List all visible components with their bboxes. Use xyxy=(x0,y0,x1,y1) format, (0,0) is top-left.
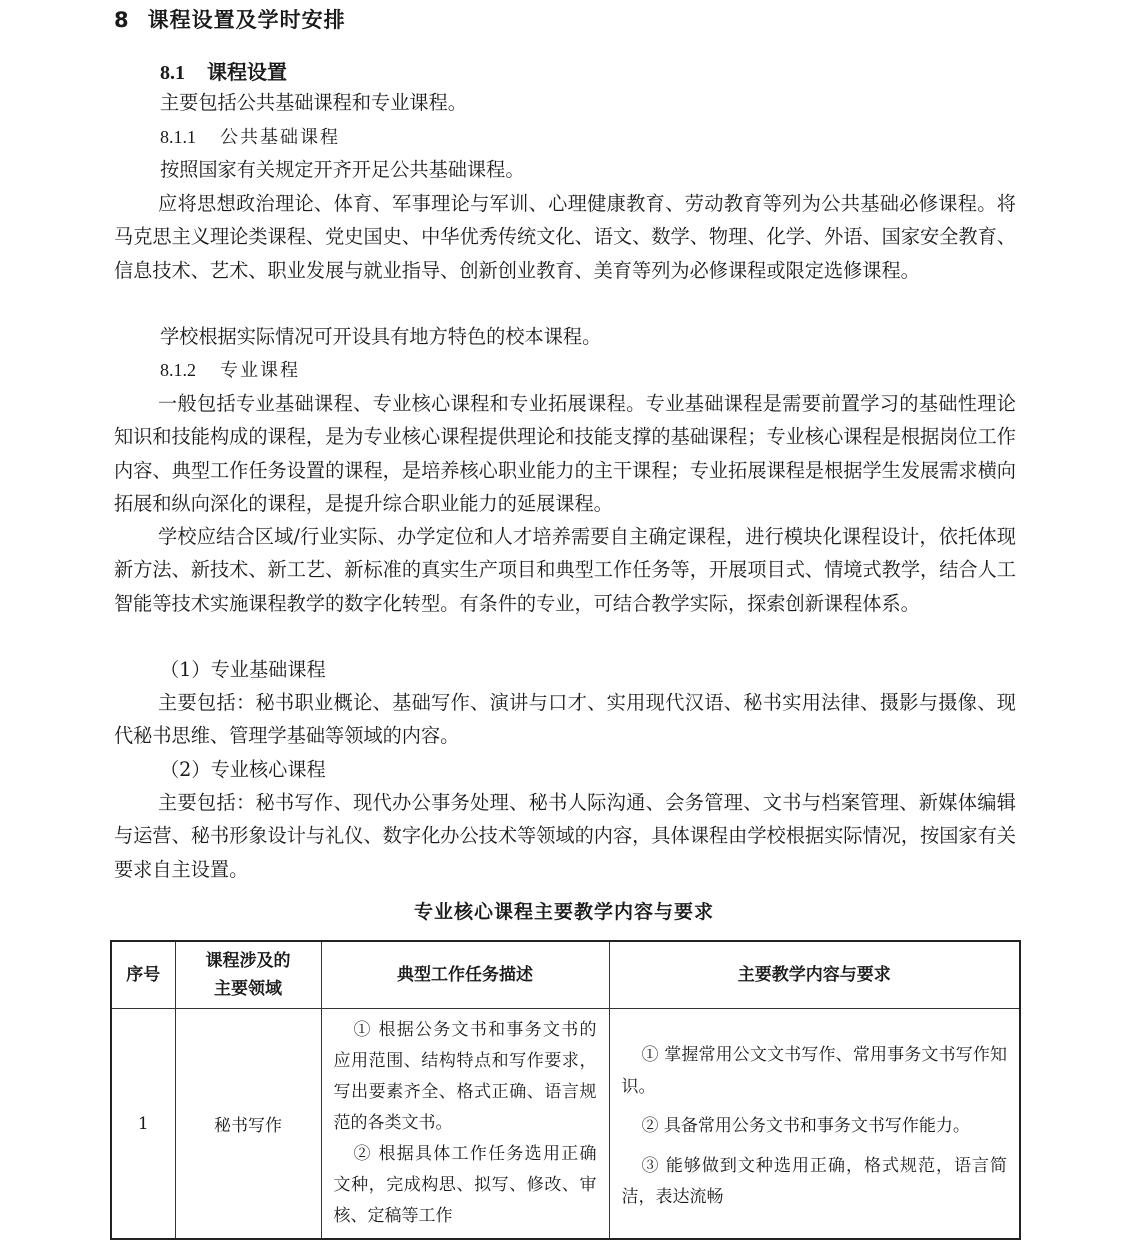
header-domain xyxy=(175,941,321,1009)
major-course-number: 8.1.2 xyxy=(160,360,196,380)
major-course-paragraph-2: 学校应结合区域/行业实际、办学定位和人才培养需要自主确定课程，进行模块化课程设计，依托体现新方法、新技术、新工艺、新标准的真实生产项目和典型工作任务等，开展项目式、情境式教学，结合人工智能等技术实施课程教学的数字化转型。有条件的专业，可结合教学实际，探索创新课程体系。 xyxy=(114,525,1016,615)
basic-course-paragraph: 主要包括：秘书职业概论、基础写作、演讲与口才、实用现代汉语、秘书实用法律、摄影与摄像、现代秘书思维、管理学基础等领域的内容。 xyxy=(114,691,1016,748)
basic-course-heading: （1）专业基础课程 xyxy=(160,658,326,681)
task-item: ① 根据公务文书和事务文书的应用范围、结构特点和写作要求，写出要素齐全、格式正确、语言规范的各类文书。 xyxy=(333,1020,597,1133)
table-header-row xyxy=(111,941,1020,1009)
public-course-paragraph-3: 学校根据实际情况可开设具有地方特色的校本课程。 xyxy=(160,325,602,348)
subsection-number: 8.1 xyxy=(160,62,185,84)
row-tasks xyxy=(321,1009,609,1240)
section-heading xyxy=(114,4,346,34)
public-course-number: 8.1.1 xyxy=(160,127,196,147)
requirement-item: ③ 能够做到文种选用正确，格式规范，语言简洁，表达流畅 xyxy=(621,1155,1007,1208)
core-course-paragraph: 主要包括：秘书写作、现代办公事务处理、秘书人际沟通、会务管理、文书与档案管理、新媒体编辑与运营、秘书形象设计与礼仪、数字化办公技术等领域的内容，具体课程由学校根据实际情况，按国家有关要求自主设置。 xyxy=(114,791,1016,881)
task-item: ② 根据具体工作任务选用正确文种，完成构思、拟写、修改、审核、定稿等工作 xyxy=(333,1144,597,1226)
core-course-heading: （2）专业核心课程 xyxy=(160,758,326,781)
table-caption: 专业核心课程主要教学内容与要求 xyxy=(413,901,714,923)
table-row xyxy=(111,1009,1020,1240)
intro-paragraph: 主要包括公共基础课程和专业课程。 xyxy=(160,91,467,114)
row-requirements xyxy=(609,1009,1020,1240)
row-domain: 秘书写作 xyxy=(175,1009,321,1240)
section-title: 课程设置及学时安排 xyxy=(147,8,346,32)
subsection-heading xyxy=(160,56,287,85)
public-course-paragraph-2: 应将思想政治理论、体育、军事理论与军训、心理健康教育、劳动教育等列为公共基础必修课程。将马克思主义理论类课程、党史国史、中华优秀传统文化、语文、数学、物理、化学、外语、国家安全教育、信息技术、艺术、职业发展与就业指导、创新创业教育、美育等列为必修课程或限定选修课程。 xyxy=(114,192,1016,282)
requirement-item: ② 具备常用公务文书和事务文书写作能力。 xyxy=(641,1116,970,1137)
public-course-paragraph-1: 按照国家有关规定开齐开足公共基础课程。 xyxy=(160,158,525,181)
header-no: 序号 xyxy=(111,941,175,1009)
major-course-title: 专业课程 xyxy=(220,360,300,381)
core-course-table xyxy=(110,940,1021,1240)
subsection-title: 课程设置 xyxy=(207,60,287,84)
requirement-item: ① 掌握常用公文文书写作、常用事务文书写作知识。 xyxy=(621,1045,1007,1097)
public-course-heading xyxy=(160,123,340,149)
header-domain-line1: 课程涉及的 xyxy=(205,951,291,971)
header-task: 典型工作任务描述 xyxy=(321,941,609,1009)
major-course-paragraph-1: 一般包括专业基础课程、专业核心课程和专业拓展课程。专业基础课程是需要前置学习的基础性理论知识和技能构成的课程，是为专业核心课程提供理论和技能支撑的基础课程；专业核心课程是根据岗位工作内容、典型工作任务设置的课程，是培养核心职业能力的主干课程；专业拓展课程是根据学生发展需求横向拓展和纵向深化的课程，是提升综合职业能力的延展课程。 xyxy=(114,392,1016,515)
row-number: 1 xyxy=(111,1009,175,1240)
section-number: 8 xyxy=(114,8,130,32)
header-requirement: 主要教学内容与要求 xyxy=(609,941,1020,1009)
public-course-title: 公共基础课程 xyxy=(220,127,340,148)
major-course-heading xyxy=(160,356,300,382)
header-domain-line2: 主要领域 xyxy=(214,979,282,999)
